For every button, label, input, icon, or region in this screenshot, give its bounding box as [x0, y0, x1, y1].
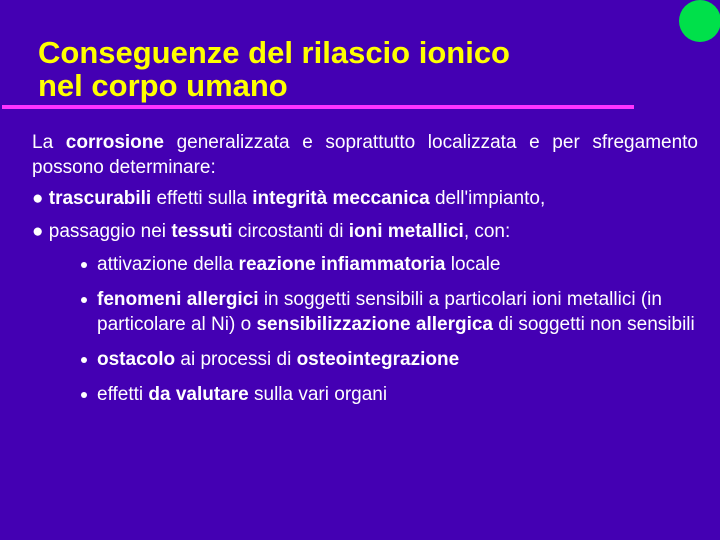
bullet-bold: integrità meccanica: [252, 188, 430, 209]
bullet-text: effetti sulla: [151, 188, 253, 209]
sub-bullet-item: [32, 252, 698, 277]
bullet-marker: ●: [32, 188, 44, 209]
bullet-text: dell'impianto,: [429, 188, 546, 209]
sub-bullet-text: sulla vari organi: [248, 384, 388, 405]
sub-bullet-bold: sensibilizzazione allergica: [256, 314, 493, 335]
bullet-text: circostanti di: [232, 221, 349, 242]
title-line-1: Conseguenze del rilascio ionico: [38, 35, 510, 70]
bullet-text: , con:: [463, 221, 511, 242]
sub-bullet-item: [32, 382, 698, 407]
slide-title: [38, 36, 638, 102]
sub-bullet-text: di soggetti non sensibili: [493, 314, 695, 335]
sub-bullet-text: attivazione della: [97, 254, 239, 275]
sub-bullet-text: ai processi di: [175, 349, 297, 370]
bullet-bold: trascurabili: [48, 188, 152, 209]
title-line-2: nel corpo umano: [38, 68, 288, 103]
bullet-item: [32, 186, 698, 211]
green-circle-icon: [679, 0, 720, 42]
sub-bullet-text: effetti: [97, 384, 149, 405]
bullet-marker: ●: [32, 221, 44, 242]
bullet-dot-icon: [81, 392, 87, 398]
intro-bold: corrosione: [65, 132, 164, 153]
sub-bullet-text: locale: [445, 254, 501, 275]
sub-bullet-text: in soggetti sensibili a particolari ioni metallici (in particolare al Ni) o: [97, 289, 662, 335]
bullet-text: passaggio nei: [43, 221, 172, 242]
sub-bullet-bold: ostacolo: [97, 349, 176, 370]
sub-bullet-bold: osteointegrazione: [296, 349, 460, 370]
bullet-dot-icon: [81, 297, 87, 303]
bullet-bold: tessuti: [171, 221, 233, 242]
intro-text: La: [32, 132, 66, 153]
bullet-dot-icon: [81, 357, 87, 363]
sub-bullet-bold: reazione infiammatoria: [238, 254, 446, 275]
sub-bullet-bold: fenomeni allergici: [97, 289, 259, 310]
title-divider: [2, 105, 634, 109]
sub-bullet-item: [32, 347, 698, 372]
bullet-dot-icon: [81, 262, 87, 268]
slide-body: [32, 130, 698, 407]
sub-bullet-bold: da valutare: [148, 384, 249, 405]
intro-text: generalizzata e soprattutto localizzata e per sfregamento possono determinare:: [32, 132, 698, 178]
bullet-item: [32, 219, 698, 244]
bullet-bold: ioni metallici: [348, 221, 464, 242]
intro-paragraph: [32, 130, 698, 180]
sub-bullet-item: [32, 287, 698, 337]
